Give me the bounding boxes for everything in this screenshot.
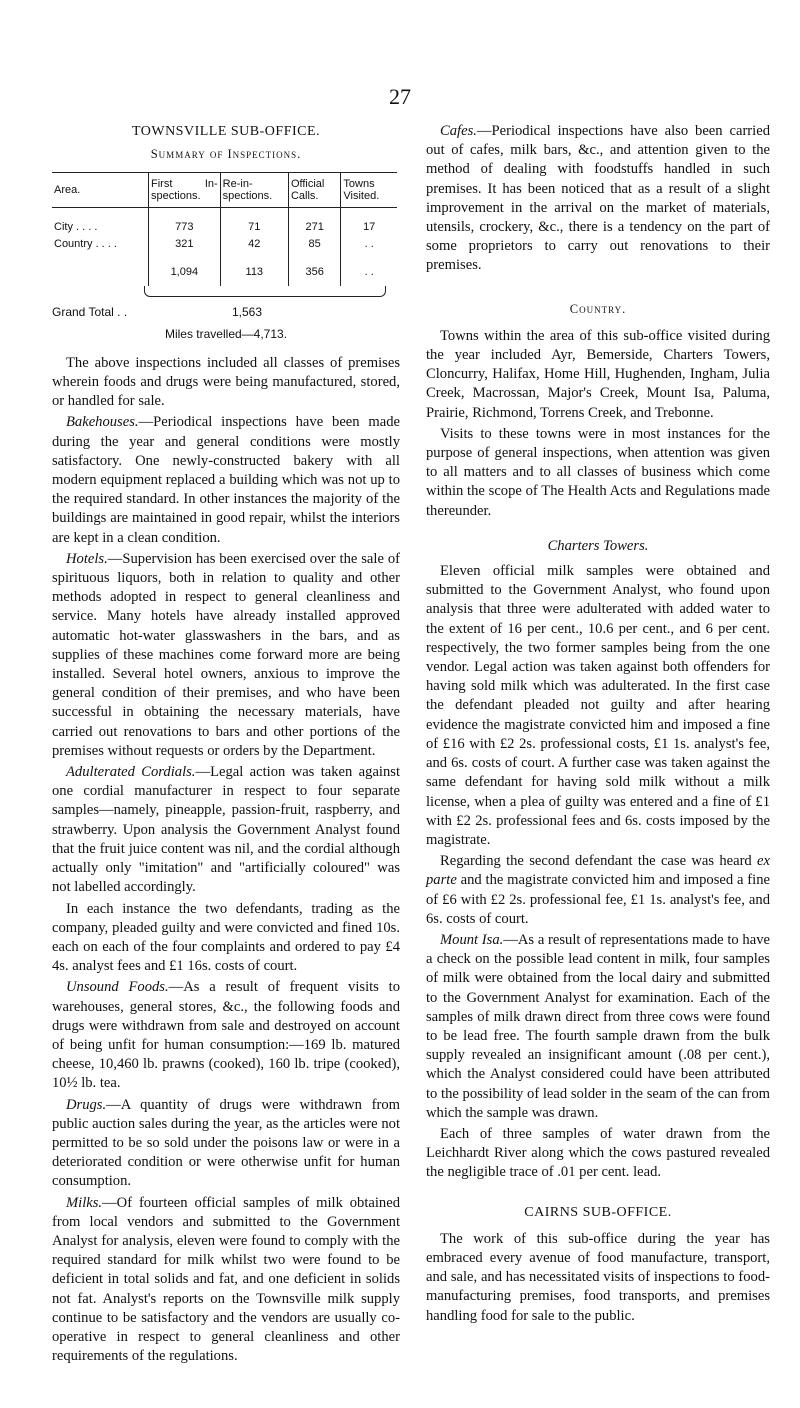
- table-cell: 321: [149, 236, 221, 253]
- table-cell: . .: [341, 236, 397, 253]
- text-run: and the magistrate convicted him and imposed a fine of £6 with £2 2s. professional fee, £1 1s. analyst's fee, and 6s. costs of court.: [426, 872, 770, 927]
- section-text: —As a result of frequent visits to warehouses, general stores, &c., the following foods and drugs were withdrawn from sale and destroyed on account of being unfit for human consumption:—169 lb. matured cheese, 10,460 lb. prawns (cooked), 160 lb. tripe (cooked), 10½ lb. tea.: [52, 979, 400, 1092]
- table-cell: 356: [288, 253, 340, 286]
- table-cell: 271: [288, 208, 340, 237]
- grand-total-label: Grand Total . .: [52, 305, 128, 320]
- grand-total-value: 1,563: [231, 305, 262, 320]
- charters-towers-heading: Charters Towers.: [547, 537, 649, 554]
- paragraph: The above inspections included all classes of premises wherein foods and drugs were being manufactured, stored, or handled for sale.: [52, 354, 400, 410]
- section-title: Milks.: [66, 1194, 103, 1211]
- table-row: [52, 236, 397, 253]
- right-column: [426, 122, 770, 1328]
- paragraph: [426, 122, 770, 276]
- section-text: —Periodical inspections have also been carried out of cafes, milk bars, &c., and attention given to the method of dealing with foodstuffs handled in such premises. It has been noticed that as a result of a slight improvement in the arrival on the market of materials, utensils, crockery, &c., there is a tendency on the part of some proprietors to carry out renovations to their premises.: [426, 123, 770, 274]
- section-text: —Legal action was taken against one cordial manufacturer in respect to four separate samples—namely, pineapple, passion-fruit, raspberry, and strawberry. Upon analysis the Government Analyst found that the fruit juice content was nil, and the cordial although actually only "imitation" and "artificially coloured" was not labelled accordingly.: [52, 764, 401, 896]
- section-text: —Of fourteen official samples of milk obtained from local vendors and submitted to the Government Analyst for analysis, eleven were found to comply with the required standard for milk whilst two were found to be deficient in total solids and fat, and one deficient in solids not fat. Analyst's reports on the Townsville milk supply continue to be satisfactory and the vendors are usually co-operative in respect to general cleanliness and other requirements of the regulations.: [52, 1194, 400, 1365]
- section-title: Unsound Foods.: [66, 979, 169, 996]
- col-header: Re-in-spections.: [220, 173, 288, 208]
- col-header: First In-spections.: [149, 173, 221, 208]
- section-title: Hotels.: [66, 550, 108, 567]
- section-text: —Periodical inspections have been made during the year and general conditions were mostly satisfactory. One newly-constructed bakery with all modern equipment replaced a building which was not up to the required standard. In other instances the majority of the buildings are maintained in good repair, whilst the interiors are kept in a clean condition.: [52, 414, 400, 546]
- table-cell: 85: [288, 236, 340, 253]
- section-title: Adulterated Cordials.: [66, 764, 196, 781]
- section-text: —As a result of representations made to have a check on the possible lead content in milk, four samples of milk were obtained from the local dairy and submitted to the Government Analyst for examination. Each of the samples of milk drawn direct from three cows were found to be lead free. The fourth sample drawn from the bulk supply revealed an insignificant amount (.08 per cent.), which the Analyst considered could have been attributed to the possibility of lead solder in the seam of the can from which the sample was drawn.: [426, 931, 770, 1121]
- total-brace: [144, 286, 386, 297]
- table-header-row: [52, 173, 397, 208]
- table-row: [52, 208, 397, 237]
- paragraph: Towns within the area of this sub-office visited during the year included Ayr, Bemerside, Charters Towers, Cloncurry, Halifax, Home Hill, Hughenden, Ingham, Julia Creek, Macrossan, Major's Creek, Mount Isa, Paluma, Prairie, Richmond, Torrens Creek, and Trebonne.: [426, 327, 770, 421]
- table-cell: 113: [220, 253, 288, 286]
- paragraph: [426, 852, 770, 929]
- section-text: —Supervision has been exercised over the sale of spirituous liquors, both in relation to quality and other methods adopted in respect to general cleanliness and service. Many hotels have already installed approved automatic hot-water glasswashers in the bars, and as supplies of these machines come forward more are being installed. Several hotel owners, anxious to improve the general condition of their premises, and who have been successful in obtaining the necessary materials, have carried out renovations to bars and other portions of the premises without requests or orders by the Department.: [52, 550, 400, 759]
- section-text: —A quantity of drugs were withdrawn from public auction sales during the year, as the articles were not permitted to be so sold under the poisons law or were in a deteriorated condition or were otherwise unfit for human consumption.: [52, 1096, 400, 1190]
- section-title: Drugs.: [66, 1096, 107, 1113]
- summary-subheading: Summary of Inspections.: [150, 147, 302, 162]
- table-cell: 1,094: [149, 253, 221, 286]
- left-column: [52, 122, 400, 1368]
- paragraph: [52, 763, 400, 897]
- table-row-subtotal: [52, 253, 397, 286]
- paragraph: Visits to these towns were in most instances for the purpose of general inspections, when attention was given to all matters and to all classes of business which come within the scope of The Health Acts and Regulations made thereunder.: [426, 425, 770, 519]
- cairns-heading: CAIRNS SUB-OFFICE.: [524, 1204, 672, 1220]
- paragraph: [426, 931, 770, 1123]
- col-header: Area.: [52, 173, 149, 208]
- paragraph: [52, 1096, 400, 1192]
- paragraph: [52, 1194, 400, 1367]
- grand-total: [52, 303, 400, 322]
- latin-phrase: ex parte: [426, 853, 770, 889]
- table-cell: City . . . .: [54, 221, 98, 234]
- section-title: Mount Isa.: [440, 931, 504, 948]
- col-header: Towns Visited.: [341, 173, 397, 208]
- section-title: Cafes.: [440, 123, 477, 139]
- paragraph: Eleven official milk samples were obtained and submitted to the Government Analyst, who found upon analysis that three were adulterated with added water to the extent of 16 per cent., 10.6 per cent., and 6 per cent. respectively, the two former samples being from the one vendor. Legal action was taken against both offenders for having sold milk which was adulterated. In the first case the defendant pleaded not guilty and after hearing evidence the magistrate convicted him and imposed a fine of £16 with £2 2s. professional costs, £1 1s. analyst's fee, and 6s. costs of court. A further case was taken against the same defendant for having sold milk without a milk license, when a plea of guilty was entered and a fine of £1 with £2 2s. professional fees and 6s. costs imposed by the magistrate.: [426, 563, 770, 848]
- section-title: Bakehouses.: [66, 414, 139, 431]
- table-cell: 773: [149, 208, 221, 237]
- country-heading: Country.: [569, 301, 627, 316]
- text-run: Regarding the second defendant the case was heard: [440, 853, 758, 870]
- townsville-heading: TOWNSVILLE SUB-OFFICE.: [131, 124, 321, 139]
- table-cell: . .: [341, 253, 397, 286]
- paragraph: In each instance the two defendants, trading as the company, pleaded guilty and were convicted and fined 10s. each on each of the four complaints and ordered to pay £4 4s. analyst fees and £1 16s. costs of court.: [52, 900, 400, 975]
- table-cell: [52, 253, 149, 286]
- table-cell: 42: [220, 236, 288, 253]
- table-cell: Country . . . .: [54, 238, 117, 251]
- summary-table: [52, 172, 397, 286]
- table-cell: 71: [220, 208, 288, 237]
- miles-travelled: Miles travelled—4,713.: [164, 326, 288, 341]
- paragraph: [52, 978, 400, 1093]
- paragraph: Each of three samples of water drawn from the Leichhardt River along which the cows pastured revealed the negligible trace of .01 per cent. lead.: [426, 1125, 770, 1181]
- paragraph: The work of this sub-office during the year has embraced every avenue of food manufacture, transport, and sale, and has necessitated visits of inspections to food-manufacturing premises, food transports, and premises handling food for sale to the public.: [426, 1230, 770, 1324]
- paragraph: [52, 413, 400, 547]
- table-cell: 17: [341, 208, 397, 237]
- page-number: 27: [389, 84, 411, 109]
- paragraph: [52, 550, 400, 761]
- col-header: Official Calls.: [288, 173, 340, 208]
